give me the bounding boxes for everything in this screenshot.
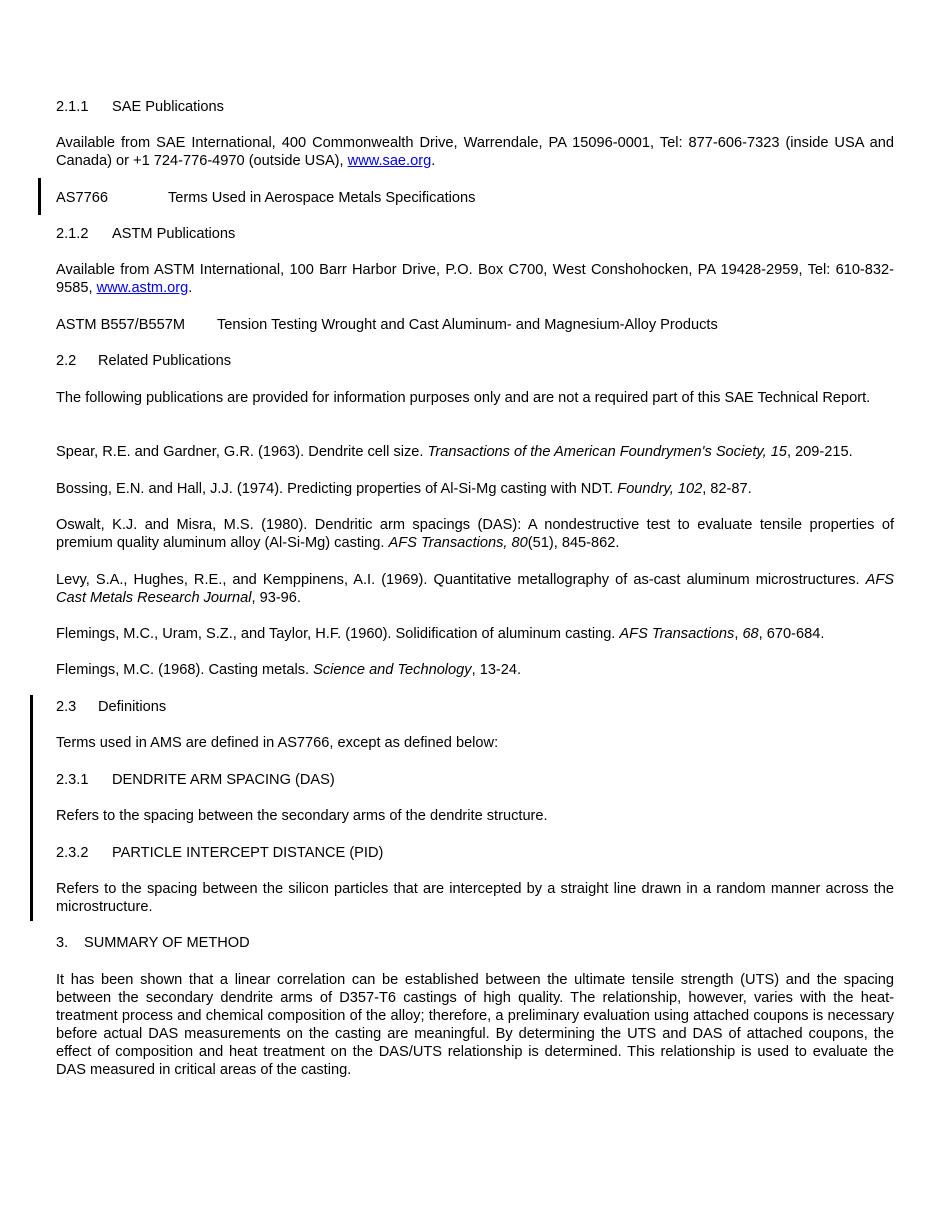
reference-astm-b557 <box>56 316 894 334</box>
related-intro-paragraph: The following publications are provided for information purposes only and are not a required part of this SAE Technical Report. <box>56 390 871 406</box>
section-heading-2-3-2 <box>56 844 894 862</box>
section-title: SUMMARY OF METHOD <box>84 935 250 951</box>
document-title: Tension Testing Wrought and Cast Aluminum- and Magnesium-Alloy Products <box>217 317 718 333</box>
change-bar <box>38 178 41 215</box>
section-number: 3. <box>56 935 69 951</box>
section-title: ASTM Publications <box>112 226 236 242</box>
section-number: 2.2 <box>56 353 77 369</box>
section-heading-2-1-2 <box>56 225 894 243</box>
document-code: AS7766 <box>56 190 108 206</box>
section-heading-2-1-1 <box>56 98 894 116</box>
section-number: 2.3 <box>56 699 77 715</box>
section-heading-2-3 <box>56 698 894 716</box>
section-title: SAE Publications <box>112 99 224 115</box>
definitions-intro-paragraph: Terms used in AMS are defined in AS7766, except as defined below: <box>56 735 499 751</box>
section-heading-2-2 <box>56 352 894 370</box>
document-title: Terms Used in Aerospace Metals Specifications <box>168 190 476 206</box>
summary-paragraph: It has been shown that a linear correlation can be established between the ultimate tensile strength (UTS) and the spacing between the secondary dendrite arms of D357-T6 castings of high quality. The relationship, however, varies with the heat-treatment process and chemical composition of the alloy; therefore, a preliminary evaluation using attached coupons is necessary before actual DAS measurements on the casting are meaningful. By determining the UTS and DAS of attached coupons, the effect of composition and heat treatment on the DAS/UTS relationship is determined. This relationship is used to evaluate the DAS measured in critical areas of the casting. <box>56 972 894 1078</box>
section-heading-3 <box>56 934 894 952</box>
astm-availability-paragraph: Available from ASTM International, 100 Barr Harbor Drive, P.O. Box C700, West Conshohocken, PA 19428-2959, Tel: 610-832-9585, www.astm.org. <box>56 262 894 296</box>
reference-as7766 <box>56 189 894 207</box>
section-title: PARTICLE INTERCEPT DISTANCE (PID) <box>112 845 384 861</box>
section-number: 2.3.2 <box>56 845 89 861</box>
bibliography-entry: Levy, S.A., Hughes, R.E., and Kemppinens, A.I. (1969). Quantitative metallography of as-cast aluminum microstructures. AFS Cast Metals Research Journal, 93-96. <box>56 572 894 606</box>
section-number: 2.3.1 <box>56 772 89 788</box>
bibliography-entry: Flemings, M.C., Uram, S.Z., and Taylor, H.F. (1960). Solidification of aluminum casting. AFS Transactions, 68, 670-684. <box>56 626 825 642</box>
change-bar <box>30 695 33 921</box>
section-heading-2-3-1 <box>56 771 894 789</box>
bibliography-entry: Spear, R.E. and Gardner, G.R. (1963). Dendrite cell size. Transactions of the American Foundrymen's Society, 15, 209-215. <box>56 444 853 460</box>
section-number: 2.1.2 <box>56 226 89 242</box>
bibliography-entry: Oswalt, K.J. and Misra, M.S. (1980). Dendritic arm spacings (DAS): A nondestructive test to evaluate tensile properties of premium quality aluminum alloy (Al-Si-Mg) casting. AFS Transactions, 80(51), 845-862. <box>56 517 894 551</box>
astm-website-link[interactable]: www.astm.org <box>96 280 189 296</box>
document-code: ASTM B557/B557M <box>56 317 185 333</box>
bibliography-entry: Bossing, E.N. and Hall, J.J. (1974). Predicting properties of Al-Si-Mg casting with NDT. Foundry, 102, 82-87. <box>56 481 752 497</box>
bibliography-entry: Flemings, M.C. (1968). Casting metals. Science and Technology, 13-24. <box>56 662 522 678</box>
section-title: Definitions <box>98 699 167 715</box>
pid-definition-paragraph: Refers to the spacing between the silicon particles that are intercepted by a straight line drawn in a random manner across the microstructure. <box>56 881 894 915</box>
das-definition-paragraph: Refers to the spacing between the secondary arms of the dendrite structure. <box>56 808 548 824</box>
sae-availability-paragraph: Available from SAE International, 400 Commonwealth Drive, Warrendale, PA 15096-0001, Tel: 877-606-7323 (inside USA and Canada) or +1 724-776-4970 (outside USA), www.sae.org. <box>56 135 894 169</box>
section-title: DENDRITE ARM SPACING (DAS) <box>112 772 335 788</box>
section-number: 2.1.1 <box>56 99 89 115</box>
section-title: Related Publications <box>98 353 232 369</box>
sae-website-link[interactable]: www.sae.org <box>347 153 432 169</box>
